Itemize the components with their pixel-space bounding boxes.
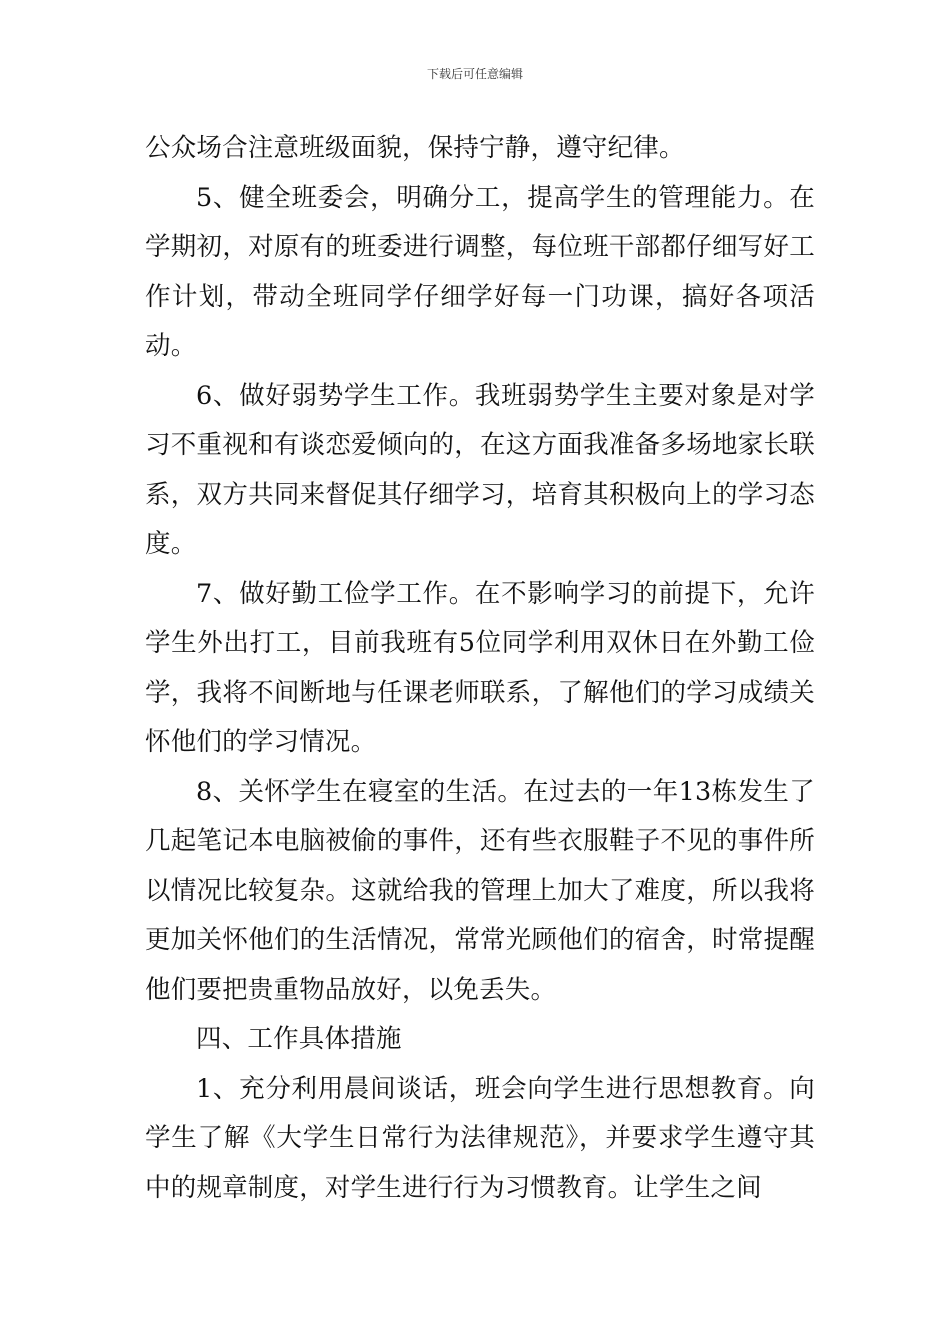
paragraph-3: 6、做好弱势学生工作。我班弱势学生主要对象是对学习不重视和有谈恋爱倾向的，在这方面我准备多场地家长联系，双方共同来督促其仔细学习，培育其积极向上的学习态度。 <box>145 380 815 559</box>
paragraph-2: 5、健全班委会，明确分工，提高学生的管理能力。在学期初，对原有的班委进行调整，每位班干部都仔细写好工作计划，带动全班同学仔细学好每一门功课，搞好各项活动。 <box>145 182 815 361</box>
paragraph-5: 8、关怀学生在寝室的生活。在过去的一年13栋发生了几起笔记本电脑被偷的事件，还有些衣服鞋子不见的事件所以情况比较复杂。这就给我的管理上加大了难度，所以我将更加关怀他们的生活情况，常常光顾他们的宿舍，时常提醒他们要把贵重物品放好，以免丢失。 <box>145 776 815 1005</box>
page-header: 下载后可任意编辑 <box>426 67 523 81</box>
paragraph-6: 1、充分利用晨间谈话，班会向学生进行思想教育。向学生了解《大学生日常行为法律规范》，并要求学生遵守其中的规章制度，对学生进行行为习惯教育。让学生之间 <box>145 1073 815 1203</box>
document-body <box>145 124 815 1213</box>
paragraph-4: 7、做好勤工俭学工作。在不影响学习的前提下，允许学生外出打工，目前我班有5位同学利用双休日在外勤工俭学，我将不间断地与任课老师联系，了解他们的学习成绩关怀他们的学习情况。 <box>145 578 815 757</box>
section-heading: 四、工作具体措施 <box>196 1024 402 1054</box>
paragraph-1: 公众场合注意班级面貌，保持宁静，遵守纪律。 <box>145 133 685 163</box>
